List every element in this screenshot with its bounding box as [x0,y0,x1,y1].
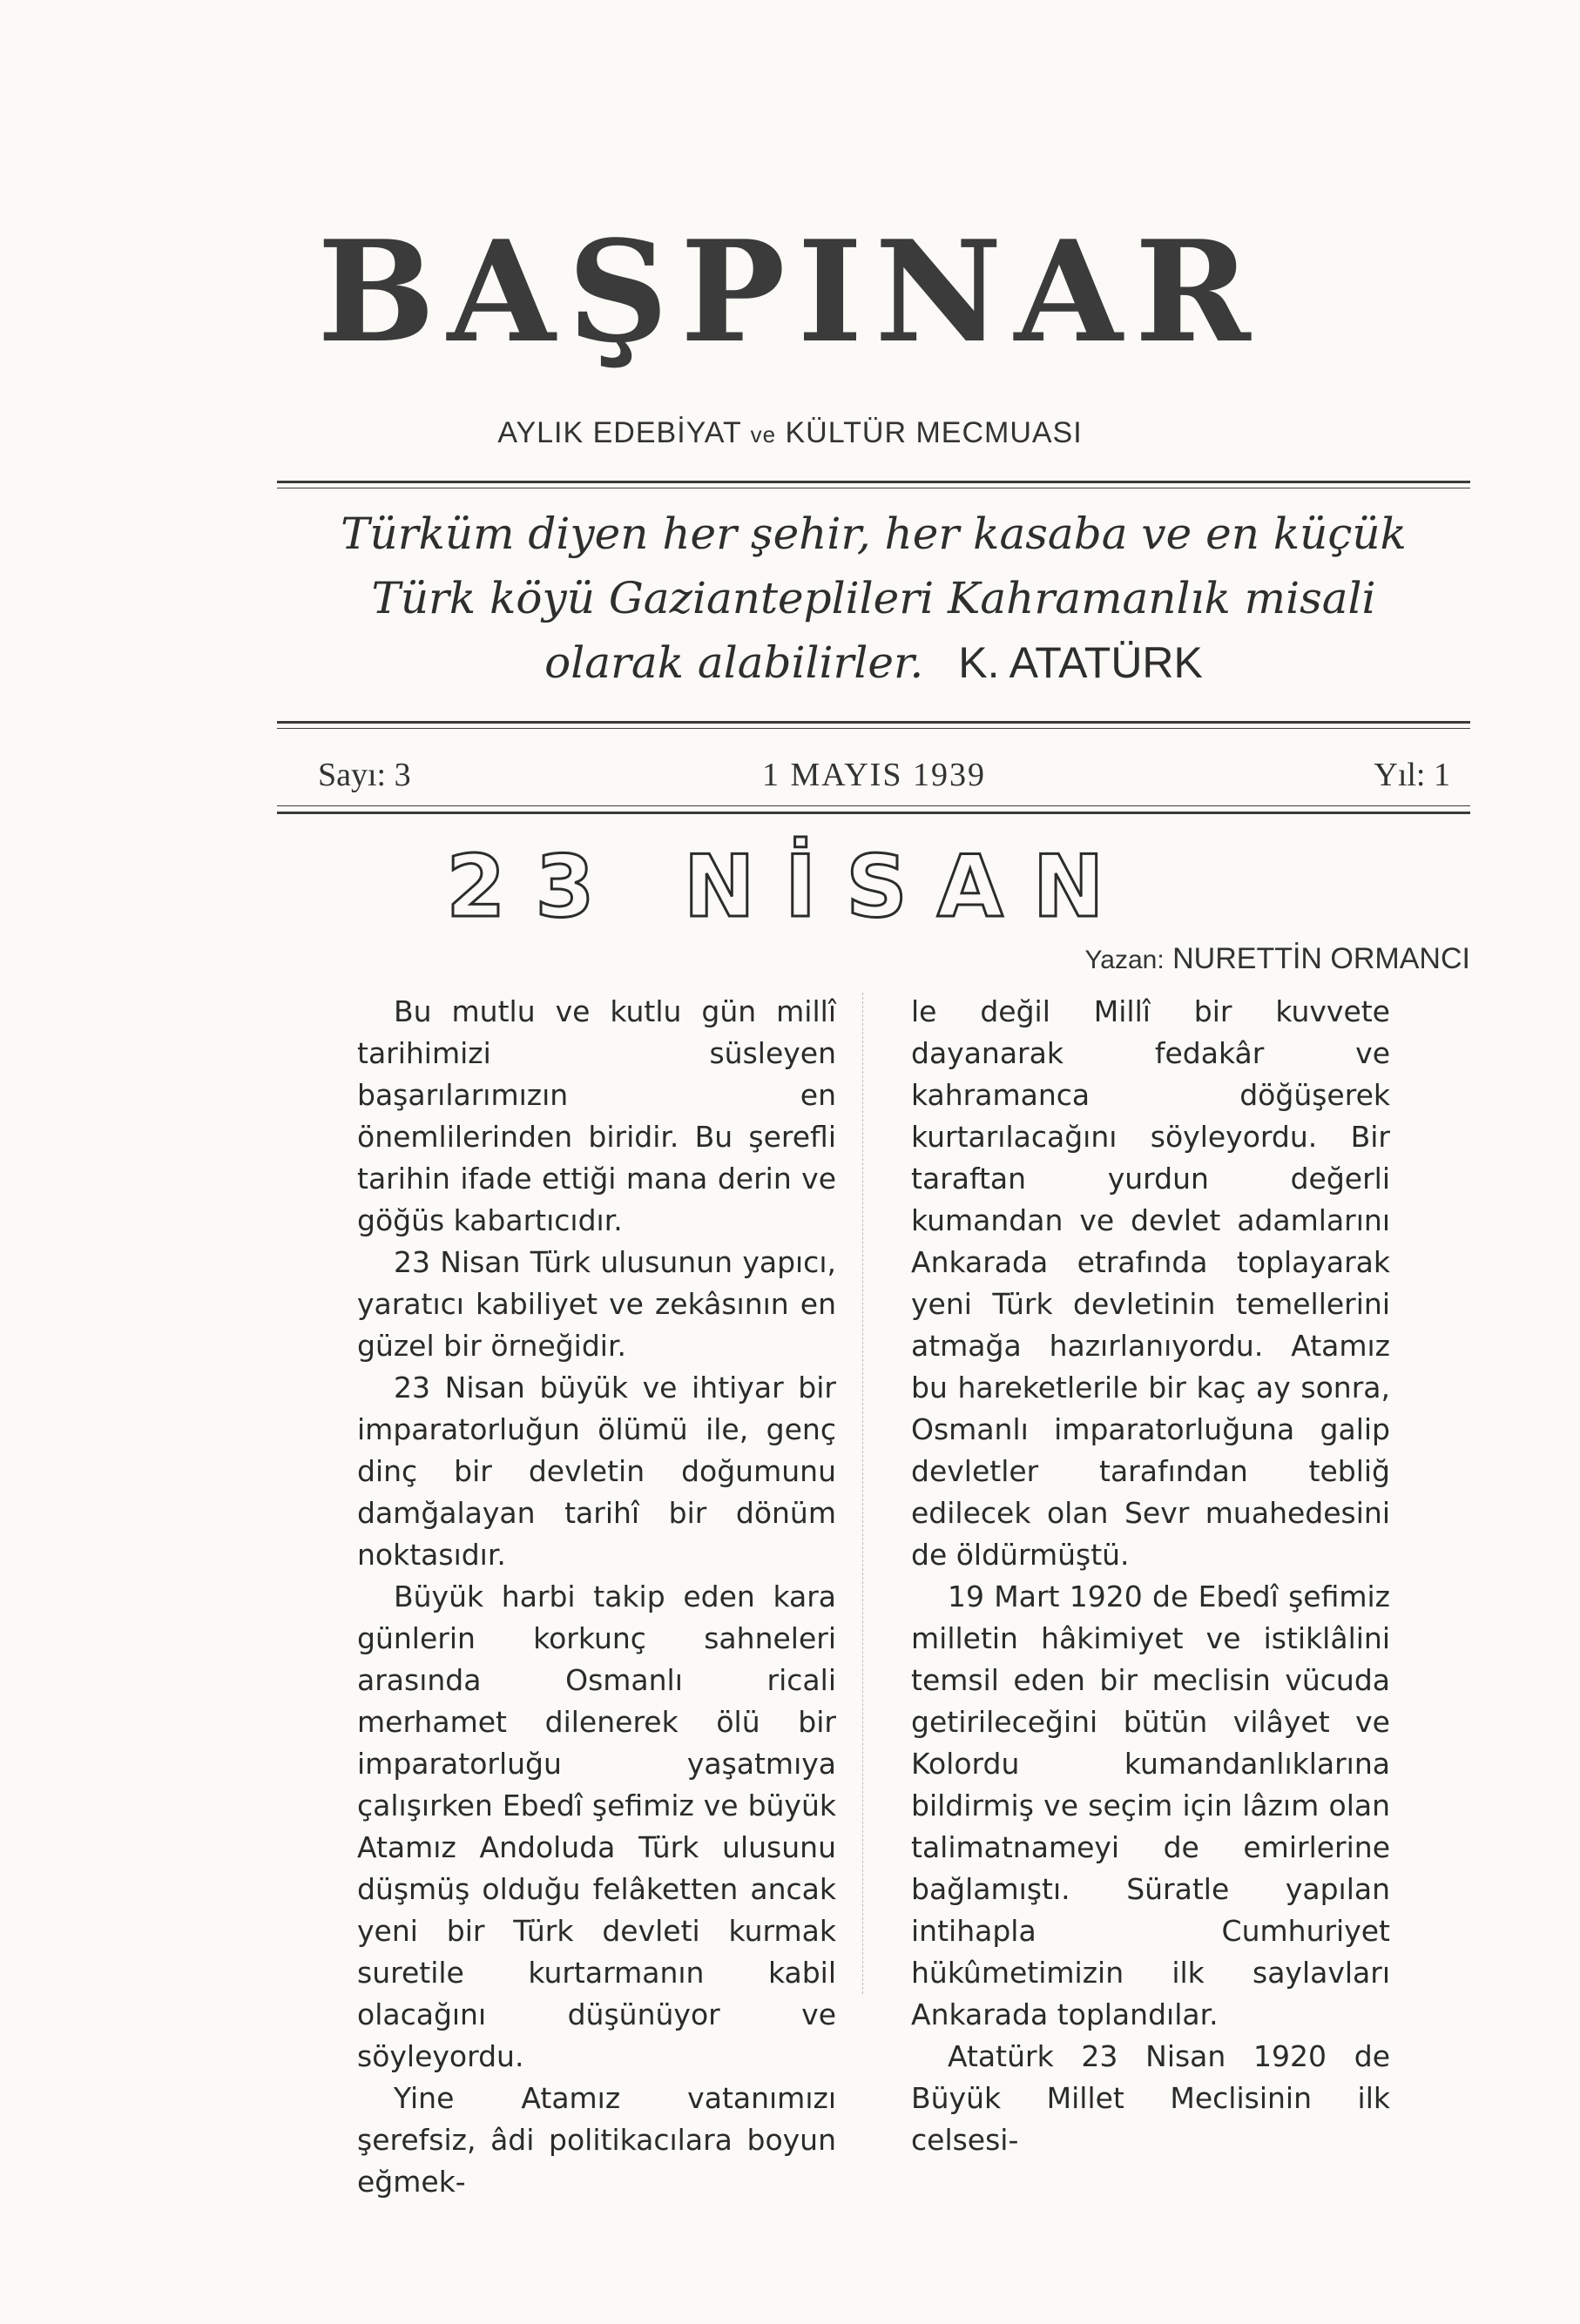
quote-line-1: Türküm diyen her şehir, her kasaba ve en küçük [341,509,1407,559]
subtitle-part2: KÜLTÜR MECMUASI [785,416,1083,449]
article-title: 23 NİSAN [446,838,1134,937]
quote-line-2: Türk köyü Gazianteplileri Kahramanlık misali [371,573,1376,623]
paragraph: Atatürk 23 Nisan 1920 de Büyük Millet Meclisinin ilk celsesi- [911,2039,1390,2157]
article-byline [913,942,1470,976]
divider-rule [277,812,1470,814]
divider-rule [277,481,1470,483]
paragraph: Büyük harbi takip eden kara günlerin korkunç sahneleri arasında Osmanlı ricali merhamet dilenerek ölü bir imparatorluğu yaşatmıya çalışırken Ebedî şefimiz ve büyük Atamız Andoluda Türk ulusunu düşmüş olduğu felâketten ancak yeni bir Türk devleti kurmak suretile kurtarmanın kabil olacağını düşünüyor ve söyleyordu. [357,1580,836,2073]
divider-rule [277,805,1470,806]
article-column-right [911,991,1390,2161]
magazine-title: BAŞPINAR [317,210,1263,374]
subtitle-part1: AYLIK EDEBİYAT [497,416,742,449]
quote-line-3-text: olarak alabilirler. [544,637,924,688]
paragraph: le değil Millî bir kuvvete dayanarak fedakâr ve kahramanca döğüşerek kurtarılacağını söyleyordu. Bir taraftan yurdun değerli kumandan ve devlet adamlarını Ankarada etrafında toplayarak yeni Türk devletinin temellerini atmağa hazırlanıyordu. Atamız bu hareketlerile bir kaç ay sonra, Osmanlı imparatorluğuna galip devletler tarafından tebliğ edilecek olan Sevr muahedesini de öldürmüştü. [911,994,1390,1572]
issue-number: Sayı: 3 [318,757,411,793]
paragraph: 23 Nisan Türk ulusunun yapıcı, yaratıcı kabiliyet ve zekâsının en güzel bir örneğidir. [357,1245,836,1363]
subtitle-ve: ve [750,421,777,448]
divider-rule [277,721,1470,724]
issue-year: Yıl: 1 [1374,757,1450,793]
article-column-left [357,991,836,2203]
quote-line-3 [277,630,1470,695]
byline-label: Yazan: [1084,946,1165,974]
magazine-subtitle [0,416,1580,450]
quote-author: K. ATATÜRK [958,638,1203,687]
paragraph: 19 Mart 1920 de Ebedî şefimiz milletin hâkimiyet ve istiklâlini temsil eden bir meclisin vücuda getirileceğini bütün vilâyet ve Kolordu kumandanlıklarına bildirmiş ve seçim için lâzım olan talimatnameyi de emirlerine bağlamıştı. Süratle yapılan intihapla Cumhuriyet hükûmetimizin ilk saylavları Ankarada toplandılar. [911,1580,1390,2031]
issue-info-bar [318,756,1450,799]
byline-author: NURETTİN ORMANCI [1172,942,1470,975]
ataturk-quote [277,502,1470,695]
column-divider [862,993,863,1994]
issue-date: 1 MAYIS 1939 [762,757,986,793]
paragraph: 23 Nisan büyük ve ihtiyar bir imparatorluğun ölümü ile, genç dinç bir devletin doğumunu damğalayan tarihî bir dönüm noktasıdır. [357,1371,836,1572]
paragraph: Yine Atamız vatanımızı şerefsiz, âdi politikacılara boyun eğmek- [357,2081,836,2199]
paragraph: Bu mutlu ve kutlu gün millî tarihimizi süsleyen başarılarımızın en önemlilerinden biridir. Bu şerefli tarihin ifade ettiği mana derin ve göğüs kabartıcıdır. [357,994,836,1237]
divider-rule [277,728,1470,729]
